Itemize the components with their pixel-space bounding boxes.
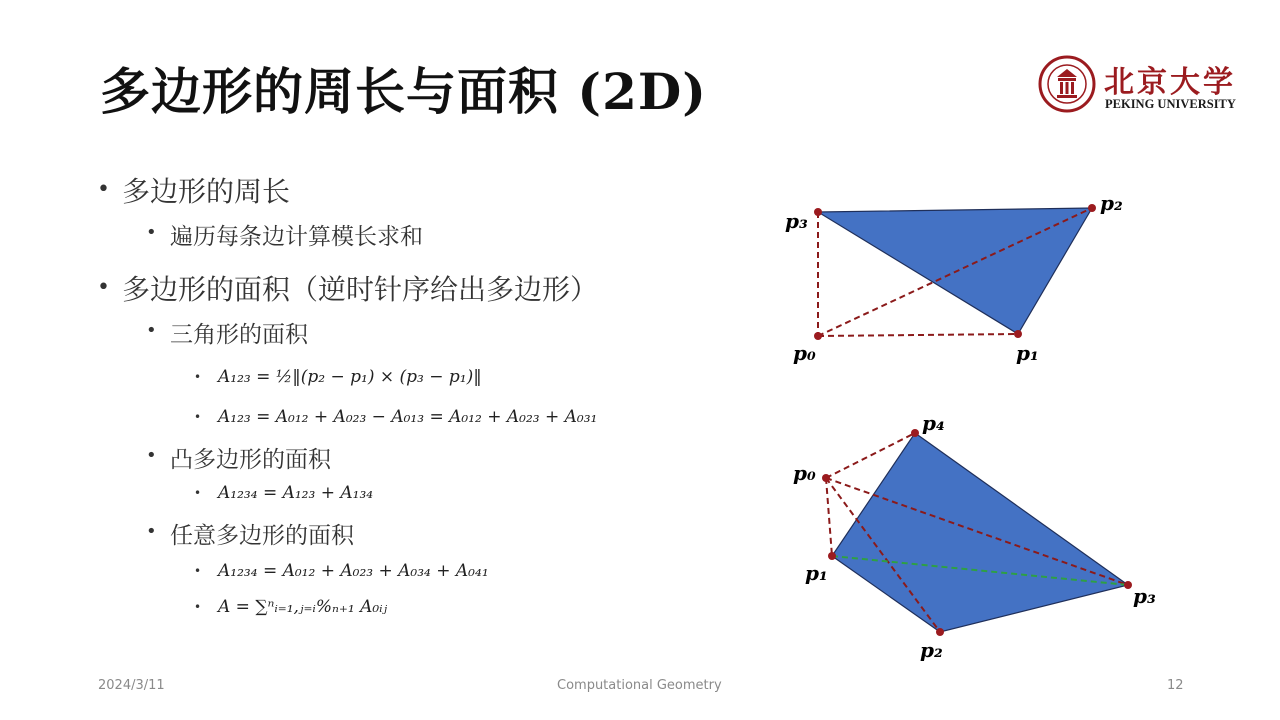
triangle-formula-2: A₁₂₃ = A₀₁₂ + A₀₂₃ − A₀₁₃ = A₀₁₂ + A₀₂₃ + A₀₃₁ [218, 407, 598, 427]
point-p0 [814, 332, 822, 340]
perimeter-sub: 遍历每条边计算模长求和 [170, 224, 423, 250]
page-title: 多边形的周长与面积 (2D) [100, 62, 707, 121]
label-p3: p₃ [1133, 584, 1156, 608]
point-p1 [828, 552, 836, 560]
point-p2 [1088, 204, 1096, 212]
bullet-icon: • [146, 521, 157, 542]
convex-area-heading: 凸多边形的面积 [170, 447, 331, 473]
bullet-icon: • [97, 177, 110, 202]
arbitrary-formula-2: A = ∑ⁿᵢ₌₁,ⱼ₌ᵢ%ₙ₊₁ A₀ᵢⱼ [218, 597, 388, 617]
bullet-icon: • [97, 275, 110, 300]
bullet-icon: • [146, 320, 157, 341]
label-p2: p₂ [920, 638, 943, 662]
arbitrary-formula-1: A₁₂₃₄ = A₀₁₂ + A₀₂₃ + A₀₃₄ + A₀₄₁ [218, 561, 489, 581]
point-p2 [936, 628, 944, 636]
geometry-diagrams [760, 180, 1180, 670]
point-p3 [1124, 581, 1132, 589]
convex-formula: A₁₂₃₄ = A₁₂₃ + A₁₃₄ [218, 483, 374, 503]
label-p1: p₁ [1016, 341, 1039, 365]
triangle-area-heading: 三角形的面积 [170, 322, 308, 348]
university-seal-icon [1038, 55, 1096, 113]
footer-course: Computational Geometry [557, 678, 722, 693]
dashed-edge [826, 478, 832, 556]
area-heading: 多边形的面积（逆时针序给出多边形） [122, 273, 599, 306]
point-p0 [822, 474, 830, 482]
label-p3: p₃ [785, 209, 808, 233]
label-p1: p₁ [805, 561, 828, 585]
bullet-icon: • [146, 222, 157, 243]
arbitrary-area-heading: 任意多边形的面积 [170, 523, 354, 549]
label-p4: p₄ [922, 411, 945, 435]
bullet-icon: • [146, 445, 157, 466]
dashed-edge [818, 334, 1018, 336]
point-p3 [814, 208, 822, 216]
bullet-icon: • [194, 410, 202, 424]
polygon-diagram [793, 411, 1156, 662]
triangle-formula-1: A₁₂₃ = ½‖(p₂ − p₁) × (p₃ − p₁)‖ [218, 367, 482, 387]
bullet-icon: • [194, 564, 202, 578]
logo-english-name: PEKING UNIVERSITY [1105, 97, 1236, 111]
footer-date: 2024/3/11 [98, 678, 165, 693]
label-p0: p₀ [793, 461, 816, 485]
bullet-icon: • [194, 370, 202, 384]
point-p1 [1014, 330, 1022, 338]
university-logo [1038, 55, 1238, 115]
bullet-icon: • [194, 600, 202, 614]
logo-chinese-name: 北京大学 [1104, 65, 1236, 100]
point-p4 [911, 429, 919, 437]
footer-page-number: 12 [1167, 678, 1184, 693]
label-p0: p₀ [793, 341, 816, 365]
triangle-diagram [785, 191, 1123, 365]
perimeter-heading: 多边形的周长 [122, 175, 291, 208]
label-p2: p₂ [1100, 191, 1123, 215]
bullet-icon: • [194, 486, 202, 500]
